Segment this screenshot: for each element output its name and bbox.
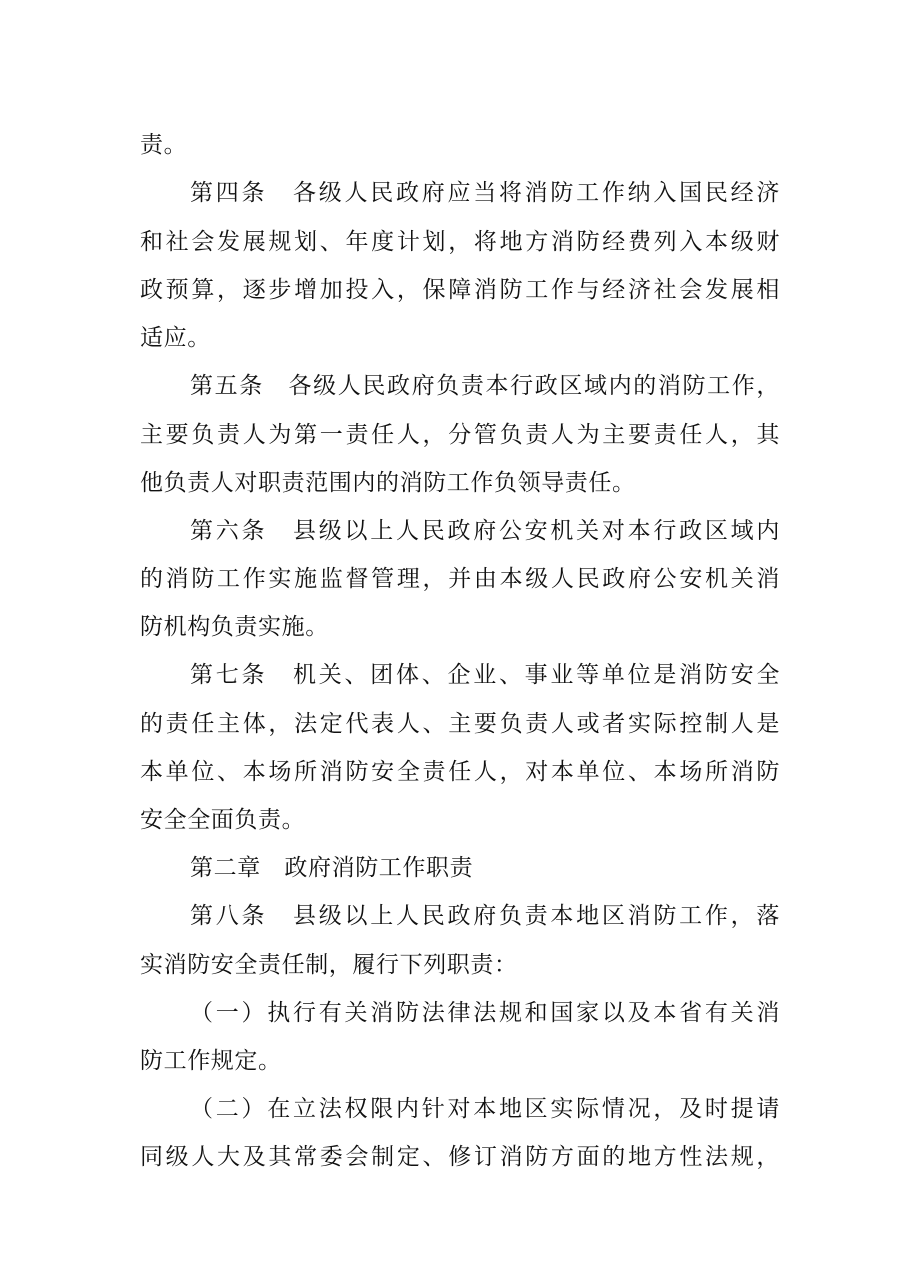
text-line: 政预算，逐步增加投入，保障消防工作与经济社会发展相 (140, 277, 780, 303)
text-line: 防机构负责实施。 (140, 614, 329, 640)
text-line: 主要负责人为第一责任人，分管负责人为主要责任人，其 (140, 422, 780, 448)
text-line: 责。 (140, 132, 188, 158)
text-line: 实消防安全责任制，履行下列职责： (140, 952, 518, 978)
article-5-heading-line: 第五条 各级人民政府负责本行政区域内的消防工作， (190, 373, 780, 399)
item-1-line: （一）执行有关消防法律法规和国家以及本省有关消 (190, 1000, 780, 1026)
article-4-heading-line: 第四条 各级人民政府应当将消防工作纳入国民经济 (190, 180, 780, 206)
text-line: 本单位、本场所消防安全责任人，对本单位、本场所消防 (140, 759, 780, 785)
article-6-heading-line: 第六条 县级以上人民政府公安机关对本行政区域内 (190, 518, 780, 544)
text-line: 的责任主体，法定代表人、主要负责人或者实际控制人是 (140, 711, 780, 737)
chapter-2-heading: 第二章 政府消防工作职责 (190, 855, 474, 881)
item-2-line: （二）在立法权限内针对本地区实际情况，及时提请 (190, 1096, 780, 1122)
text-line: 适应。 (140, 325, 211, 351)
text-line: 和社会发展规划、年度计划，将地方消防经费列入本级财 (140, 229, 780, 255)
text-line: 同级人大及其常委会制定、修订消防方面的地方性法规， (140, 1144, 780, 1170)
text-line: 防工作规定。 (140, 1048, 282, 1074)
text-line: 的消防工作实施监督管理，并由本级人民政府公安机关消 (140, 566, 780, 592)
text-line: 他负责人对职责范围内的消防工作负领导责任。 (140, 470, 636, 496)
article-7-heading-line: 第七条 机关、团体、企业、事业等单位是消防安全 (190, 662, 780, 688)
text-line: 安全全面负责。 (140, 807, 306, 833)
article-8-heading-line: 第八条 县级以上人民政府负责本地区消防工作，落 (190, 903, 780, 929)
